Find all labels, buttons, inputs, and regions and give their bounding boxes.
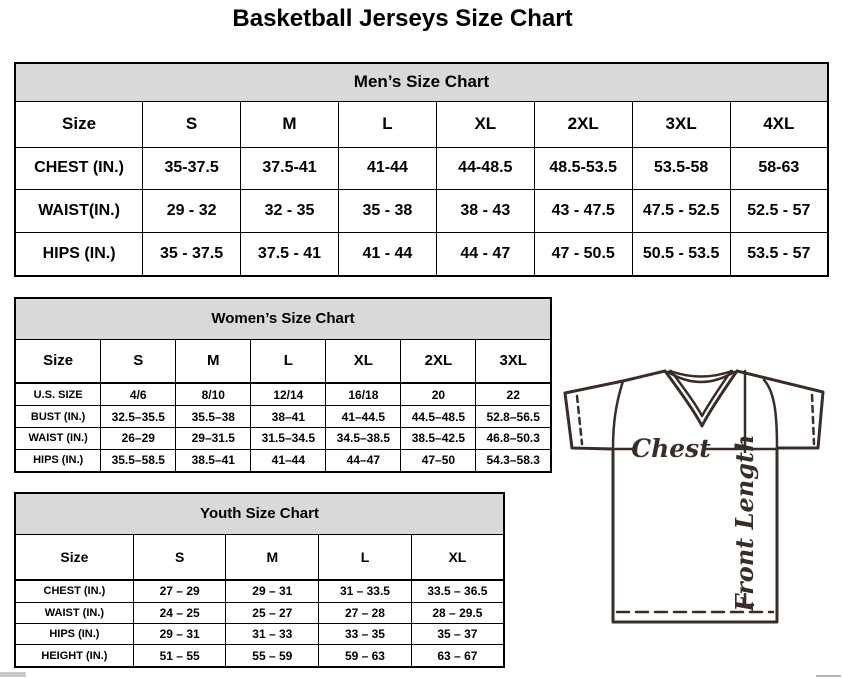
front-length-label: Front Length xyxy=(730,434,759,612)
size-cell: 29 – 31 xyxy=(133,623,226,644)
size-cell: 16/18 xyxy=(326,383,401,406)
column-header: XL xyxy=(326,339,401,383)
size-cell: 44–47 xyxy=(326,449,401,472)
table-row xyxy=(15,232,828,276)
size-cell: 27 – 29 xyxy=(133,580,226,602)
right-armhole-seam xyxy=(764,380,777,448)
womens-size-table xyxy=(14,297,552,473)
size-cell: 29 - 32 xyxy=(143,190,241,233)
size-cell: 31.5–34.5 xyxy=(251,427,326,449)
column-header: S xyxy=(101,339,176,383)
column-header: S xyxy=(143,101,241,147)
size-cell: 28 – 29.5 xyxy=(411,602,504,623)
row-label: WAIST (IN.) xyxy=(15,602,133,623)
size-cell: 52.8–56.5 xyxy=(476,406,551,428)
column-header: Size xyxy=(15,101,143,147)
row-label: CHEST (IN.) xyxy=(15,147,143,190)
column-header: L xyxy=(319,534,412,580)
size-cell: 44 - 47 xyxy=(436,232,534,276)
row-label: WAIST (IN.) xyxy=(15,427,101,449)
left-sleeve-dashed-line xyxy=(577,396,582,444)
chest-label: Chest xyxy=(631,434,711,463)
table-columns-row xyxy=(15,101,828,147)
size-cell: 43 - 47.5 xyxy=(534,190,632,233)
column-header: 4XL xyxy=(730,101,828,147)
size-cell: 31 – 33.5 xyxy=(319,580,412,602)
size-cell: 33 – 35 xyxy=(319,623,412,644)
size-cell: 55 – 59 xyxy=(226,645,319,667)
column-header: M xyxy=(241,101,339,147)
size-cell: 4/6 xyxy=(101,383,176,406)
table-row xyxy=(15,449,551,472)
column-header: 2XL xyxy=(401,339,476,383)
row-label: WAIST(IN.) xyxy=(15,190,143,233)
size-cell: 25 – 27 xyxy=(226,602,319,623)
table-title-row xyxy=(15,493,504,534)
size-cell: 54.3–58.3 xyxy=(476,449,551,472)
size-cell: 35 - 38 xyxy=(338,190,436,233)
row-label: HIPS (IN.) xyxy=(15,232,143,276)
table-columns-row xyxy=(15,534,504,580)
column-header: M xyxy=(226,534,319,580)
size-cell: 47.5 - 52.5 xyxy=(632,190,730,233)
table-row xyxy=(15,190,828,233)
size-cell: 46.8–50.3 xyxy=(476,427,551,449)
table-title: Men’s Size Chart xyxy=(15,63,828,101)
size-cell: 34.5–38.5 xyxy=(326,427,401,449)
size-cell: 32.5–35.5 xyxy=(101,406,176,428)
row-label: HIPS (IN.) xyxy=(15,623,133,644)
table-row xyxy=(15,406,551,428)
size-cell: 59 – 63 xyxy=(319,645,412,667)
size-cell: 12/14 xyxy=(251,383,326,406)
scrollbar-fragment-left xyxy=(0,672,26,677)
size-cell: 41 - 44 xyxy=(338,232,436,276)
size-cell: 48.5-53.5 xyxy=(534,147,632,190)
size-cell: 35 – 37 xyxy=(411,623,504,644)
jersey-measurement-diagram xyxy=(556,358,838,664)
collar-back-arc-high xyxy=(670,371,732,377)
table-row xyxy=(15,427,551,449)
size-cell: 41–44 xyxy=(251,449,326,472)
column-header: S xyxy=(133,534,226,580)
size-cell: 51 – 55 xyxy=(133,645,226,667)
table-row xyxy=(15,383,551,406)
size-cell: 44-48.5 xyxy=(436,147,534,190)
size-cell: 38.5–41 xyxy=(176,449,251,472)
size-cell: 52.5 - 57 xyxy=(730,190,828,233)
size-cell: 35 - 37.5 xyxy=(143,232,241,276)
column-header: Size xyxy=(15,339,101,383)
table-row xyxy=(15,645,504,667)
size-cell: 35.5–58.5 xyxy=(101,449,176,472)
youth-size-table xyxy=(14,492,505,668)
page-title: Basketball Jerseys Size Chart xyxy=(232,5,573,32)
column-header: XL xyxy=(411,534,504,580)
size-cell: 47–50 xyxy=(401,449,476,472)
size-cell: 63 – 67 xyxy=(411,645,504,667)
size-cell: 8/10 xyxy=(176,383,251,406)
table-row xyxy=(15,580,504,602)
row-label: U.S. SIZE xyxy=(15,383,101,406)
table-row xyxy=(15,623,504,644)
row-label: BUST (IN.) xyxy=(15,406,101,428)
right-sleeve-dashed-line xyxy=(812,395,814,444)
size-cell: 38.5–42.5 xyxy=(401,427,476,449)
size-cell: 58-63 xyxy=(730,147,828,190)
column-header: 3XL xyxy=(632,101,730,147)
size-cell: 33.5 – 36.5 xyxy=(411,580,504,602)
table-title-row xyxy=(15,298,551,339)
table-row xyxy=(15,147,828,190)
size-cell: 29–31.5 xyxy=(176,427,251,449)
size-cell: 35.5–38 xyxy=(176,406,251,428)
size-cell: 44.5–48.5 xyxy=(401,406,476,428)
size-cell: 37.5 - 41 xyxy=(241,232,339,276)
column-header: XL xyxy=(436,101,534,147)
size-cell: 31 – 33 xyxy=(226,623,319,644)
column-header: Size xyxy=(15,534,133,580)
table-row xyxy=(15,602,504,623)
row-label: HEIGHT (IN.) xyxy=(15,645,133,667)
size-cell: 20 xyxy=(401,383,476,406)
size-cell: 29 – 31 xyxy=(226,580,319,602)
table-title-row xyxy=(15,63,828,101)
size-cell: 38–41 xyxy=(251,406,326,428)
column-header: M xyxy=(176,339,251,383)
size-cell: 27 – 28 xyxy=(319,602,412,623)
size-cell: 32 - 35 xyxy=(241,190,339,233)
table-title: Youth Size Chart xyxy=(15,493,504,534)
mens-size-table xyxy=(14,62,829,277)
row-label: CHEST (IN.) xyxy=(15,580,133,602)
size-cell: 47 - 50.5 xyxy=(534,232,632,276)
size-cell: 41–44.5 xyxy=(326,406,401,428)
left-armhole-seam xyxy=(613,381,623,448)
column-header: L xyxy=(338,101,436,147)
table-columns-row xyxy=(15,339,551,383)
column-header: L xyxy=(251,339,326,383)
size-cell: 38 - 43 xyxy=(436,190,534,233)
scrollbar-fragment-right xyxy=(816,675,841,677)
table-title: Women’s Size Chart xyxy=(15,298,551,339)
column-header: 3XL xyxy=(476,339,551,383)
size-cell: 41-44 xyxy=(338,147,436,190)
size-cell: 53.5 - 57 xyxy=(730,232,828,276)
jersey-outline xyxy=(565,371,823,622)
size-cell: 50.5 - 53.5 xyxy=(632,232,730,276)
size-cell: 26–29 xyxy=(101,427,176,449)
size-cell: 35-37.5 xyxy=(143,147,241,190)
size-cell: 22 xyxy=(476,383,551,406)
size-cell: 24 – 25 xyxy=(133,602,226,623)
column-header: 2XL xyxy=(534,101,632,147)
size-cell: 37.5-41 xyxy=(241,147,339,190)
row-label: HIPS (IN.) xyxy=(15,449,101,472)
size-cell: 53.5-58 xyxy=(632,147,730,190)
